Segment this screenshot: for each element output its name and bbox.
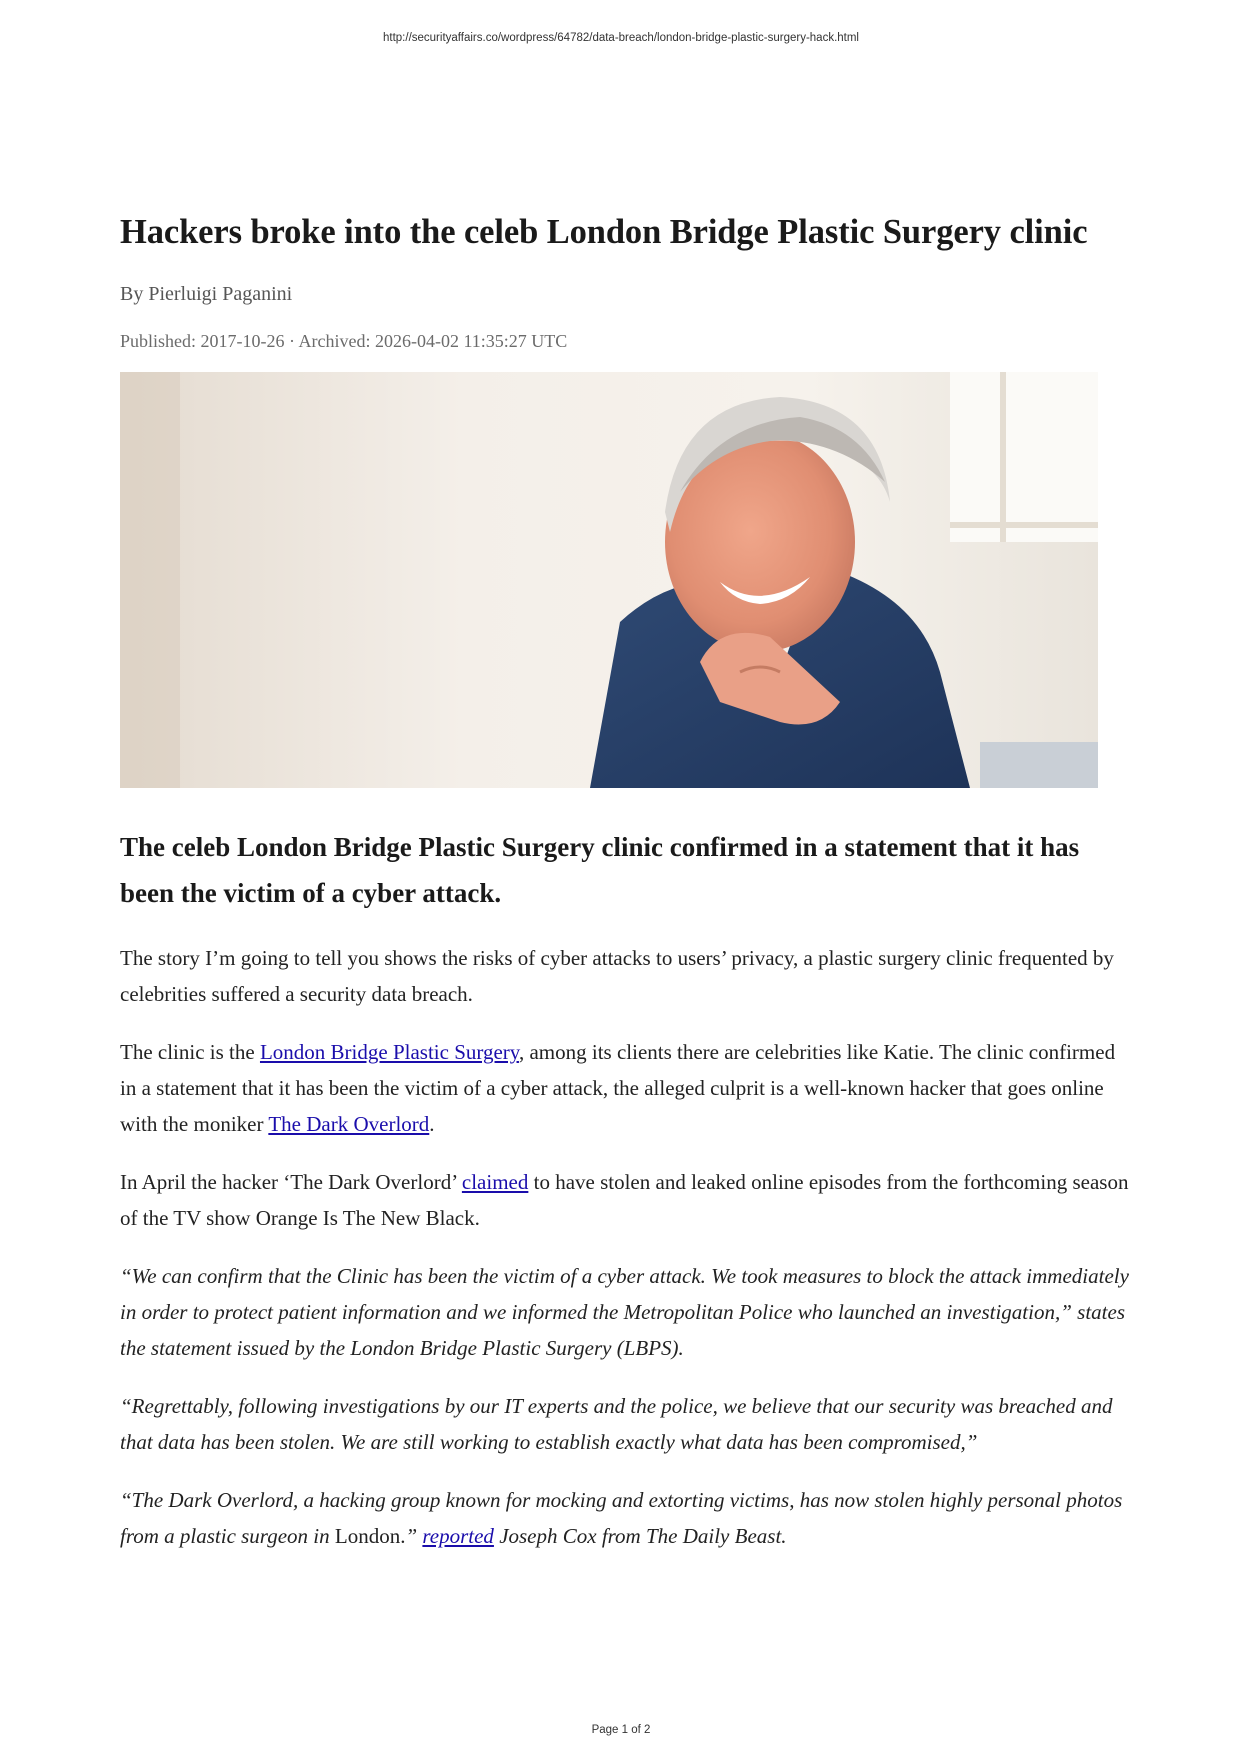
quote-3-text-b: ” bbox=[405, 1524, 423, 1549]
paragraph-2 bbox=[120, 1034, 1130, 1142]
page-number: Page 1 of 2 bbox=[591, 1724, 651, 1736]
paragraph-3-text-b: to have stolen and leaked online episodes from the forthcoming season of the TV show Orange Is The New Black. bbox=[120, 1170, 1129, 1231]
article bbox=[120, 212, 1130, 1554]
quote-3-text-london: London. bbox=[334, 1524, 406, 1549]
paragraph-3 bbox=[120, 1164, 1130, 1236]
paragraph-2-text-a: The clinic is the bbox=[120, 1040, 260, 1065]
paragraph-2-text-c: . bbox=[429, 1112, 435, 1137]
quote-3-text-a: “The Dark Overlord, a hacking group known for mocking and extorting victims, has now stolen highly personal photos from a plastic surgeon in bbox=[120, 1488, 1123, 1549]
author-byline: By Pierluigi Paganini bbox=[120, 283, 293, 306]
source-url: http://securityaffairs.co/wordpress/64782/data-breach/london-bridge-plastic-surgery-hack.html bbox=[383, 32, 859, 44]
hero-photo bbox=[120, 372, 1098, 788]
paragraph-1: The story I’m going to tell you shows the risks of cyber attacks to users’ privacy, a plastic surgery clinic frequented by celebrities suffered a security data breach. bbox=[120, 946, 1114, 1007]
article-lead: The celeb London Bridge Plastic Surgery clinic confirmed in a statement that it has been the victim of a cyber attack. bbox=[120, 832, 1080, 909]
quote-3-text-c: Joseph Cox from The Daily Beast. bbox=[493, 1524, 787, 1549]
quote-2: “Regrettably, following investigations by our IT experts and the police, we believe that our security was breached and that data has been stolen. We are still working to establish exactly what data has been compromised,” bbox=[120, 1394, 1113, 1455]
the-dark-overlord-link[interactable]: The Dark Overlord bbox=[268, 1112, 430, 1137]
article-title: Hackers broke into the celeb London Bridge Plastic Surgery clinic bbox=[120, 213, 1088, 251]
quote-1: “We can confirm that the Clinic has been the victim of a cyber attack. We took measures to block the attack immediately in order to protect patient information and we informed the Metropolitan Police who launched an investigation,” states the statement issued by the London Bridge Plastic Surgery (LBPS). bbox=[120, 1264, 1129, 1361]
quote-3 bbox=[120, 1482, 1130, 1554]
claimed-link[interactable]: claimed bbox=[461, 1170, 529, 1195]
paragraph-2-text-b: , among its clients there are celebrities like Katie. The clinic confirmed in a statement that it has been the victim of a cyber attack, the alleged culprit is a well-known hacker that goes online with the moniker bbox=[120, 1040, 1116, 1137]
smiling-man-photo bbox=[120, 372, 1098, 788]
reported-link[interactable]: reported bbox=[422, 1524, 494, 1549]
london-bridge-plastic-surgery-link[interactable]: London Bridge Plastic Surgery bbox=[259, 1040, 519, 1065]
publish-meta: Published: 2017-10-26 · Archived: 2026-04-02 11:35:27 UTC bbox=[120, 331, 568, 352]
paragraph-3-text-a: In April the hacker ‘The Dark Overlord’ bbox=[120, 1170, 462, 1195]
